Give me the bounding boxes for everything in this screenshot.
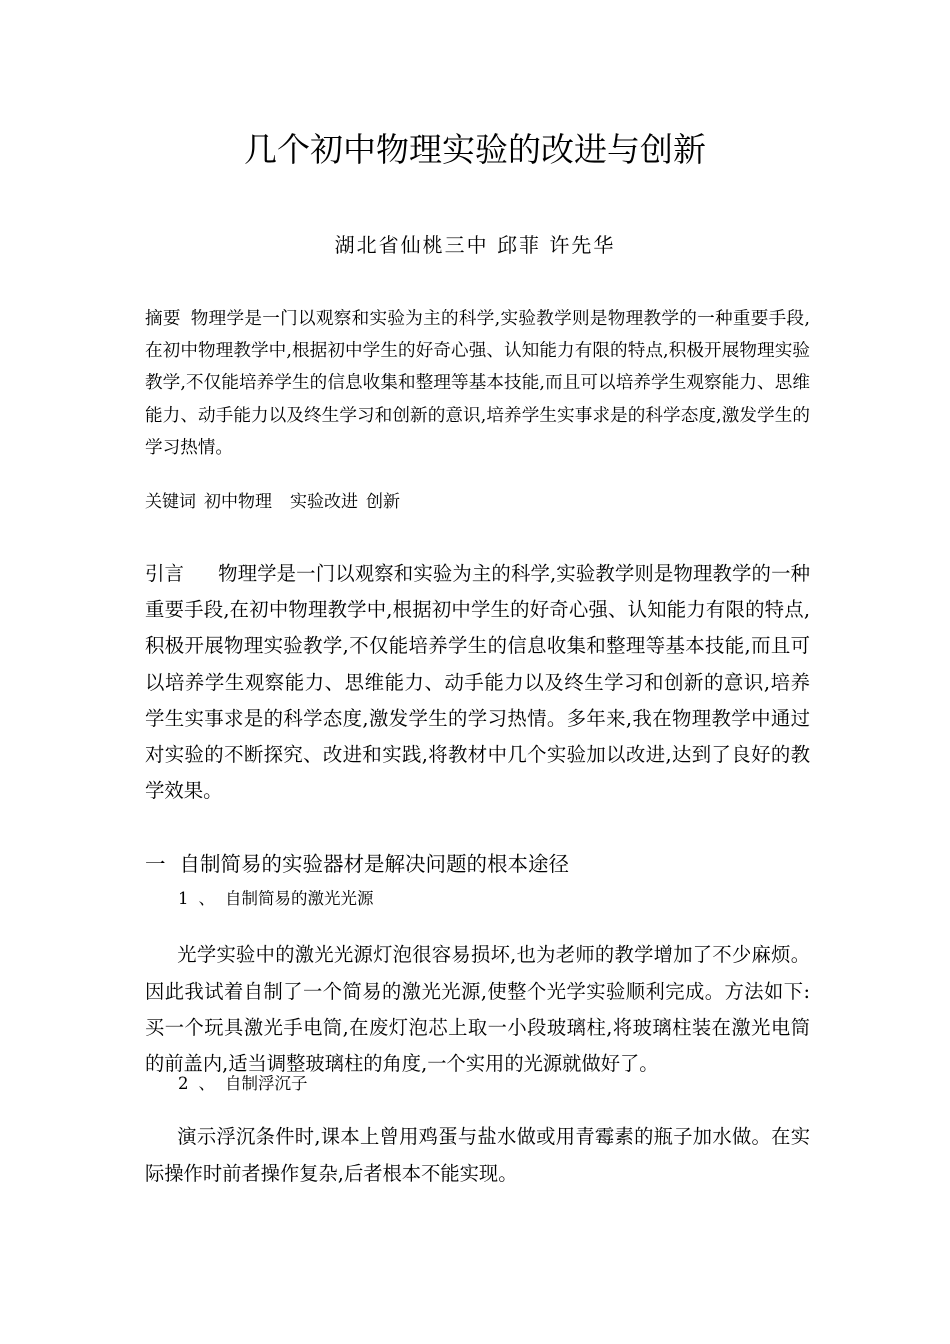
subsection-title: 自制浮沉子	[225, 1074, 308, 1093]
keyword-item: 实验改进	[290, 492, 358, 512]
subsection-heading	[178, 1069, 308, 1099]
introduction-text: 物理学是一门以观察和实验为主的科学,实验教学则是物理教学的一种重要手段,在初中物理教学中,根据初中学生的好奇心强、认知能力有限的特点,积极开展物理实验教学,不仅能培养学生的信息收集和整理等基本技能,而且可以培养学生观察能力、思维能力、动手能力以及终生学习和创新的意识,培养学生实事求是的科学态度,激发学生的学习热情。多年来,我在物理教学中通过对实验的不断探究、改进和实践,将教材中几个实验加以改进,达到了良好的教学效果。	[145, 562, 811, 803]
subsection-title: 自制简易的激光光源	[225, 889, 374, 908]
abstract-text: 物理学是一门以观察和实验为主的科学,实验教学则是物理教学的一种重要手段,在初中物理教学中,根据初中学生的好奇心强、认知能力有限的特点,积极开展物理实验教学,不仅能培养学生的信息收集和整理等基本技能,而且可以培养学生观察能力、思维能力、动手能力以及终生学习和创新的意识,培养学生实事求是的科学态度,激发学生的学习热情。	[145, 309, 810, 458]
introduction-paragraph	[145, 556, 810, 809]
introduction-label: 引言	[145, 562, 185, 585]
keyword-item: 创新	[366, 492, 400, 512]
document-title: 几个初中物理实验的改进与创新	[244, 130, 706, 169]
section-number: 一	[145, 852, 166, 876]
keyword-item: 初中物理	[204, 492, 272, 512]
subsection-paragraph	[145, 1100, 810, 1211]
subsection-number: 2	[178, 1074, 189, 1093]
authors-line: 湖北省仙桃三中 邱菲 许先华	[334, 233, 616, 257]
subsection-separator: 、	[198, 1074, 215, 1093]
subsection-text: 演示浮沉条件时,课本上曾用鸡蛋与盐水做或用青霉素的瓶子加水做。在实际操作时前者操作复杂,后者根本不能实现。	[145, 1125, 810, 1185]
subsection-text: 光学实验中的激光光源灯泡很容易损坏,也为老师的教学增加了不少麻烦。因此我试着自制了一个简易的激光光源,使整个光学实验顺利完成。方法如下:买一个玩具激光手电筒,在废灯泡芯上取一小段玻璃柱,将玻璃柱装在激光电筒的前盖内,适当调整玻璃柱的角度,一个实用的光源就做好了。	[145, 943, 810, 1075]
subsection-heading	[178, 884, 374, 914]
section-heading	[145, 847, 569, 881]
keywords-line	[145, 486, 810, 518]
abstract-paragraph	[145, 303, 810, 464]
keywords-label: 关键词	[145, 492, 196, 512]
subsection-separator: 、	[198, 889, 215, 908]
subsection-number: 1	[178, 889, 189, 908]
section-title: 自制简易的实验器材是解决问题的根本途径	[179, 852, 569, 876]
abstract-label: 摘要	[145, 309, 181, 329]
